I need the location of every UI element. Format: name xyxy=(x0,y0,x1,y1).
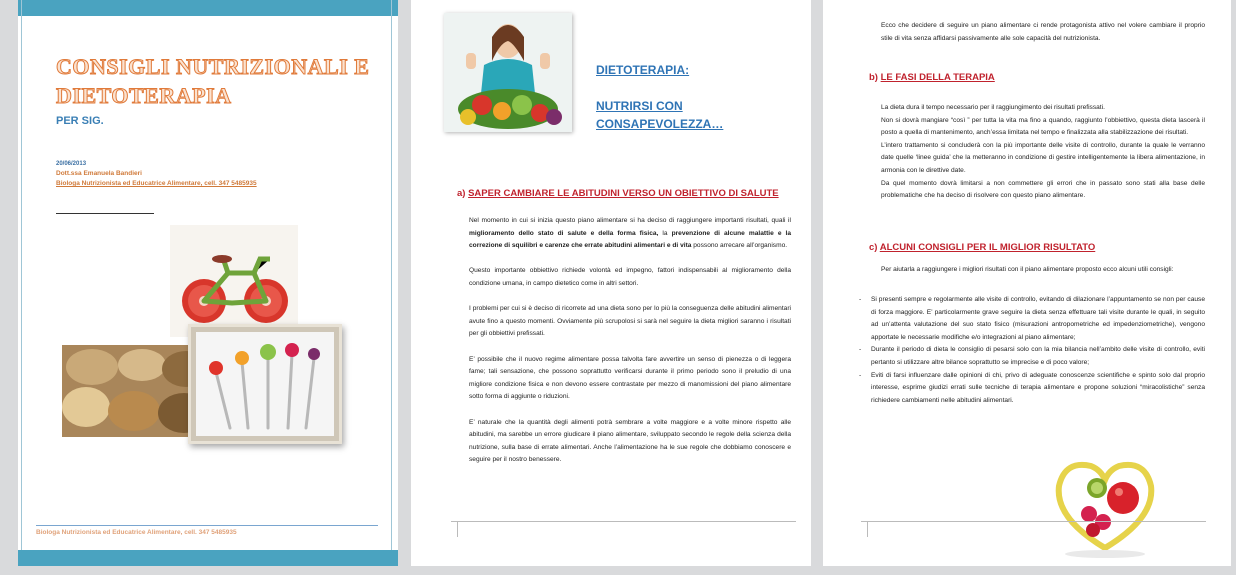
b-paragraph-4: Da quel momento dovrà limitarsi a non commettere gli errori che in passato sono stati alla base delle problematiche che ha deciso di risolvere con questo piano alimentare. xyxy=(881,179,1205,200)
section-a-letter: a) xyxy=(457,188,466,199)
advice-list xyxy=(859,294,1205,407)
intro-paragraph: Ecco che decidere di seguire un piano alimentare ci rende protagonista attivo nel volere cambiare il proprio stile di vita senza affidarsi passivamente alle sole capacità del nutrizionista. xyxy=(881,22,1205,42)
fruit-forks-image xyxy=(188,324,342,444)
page-corner-mark xyxy=(867,521,868,537)
diet-therapy-heading: DIETOTERAPIA: xyxy=(596,63,690,77)
woman-with-vegetables-image xyxy=(444,13,572,132)
advice-item-2: - Durante il periodo di dieta le consiglio di pesarsi solo con la mia bilancia nell’ambito delle visite di controllo, eviti pertanto si utilizzare altre bilance soprattutto se imprecise e di poco valore; xyxy=(859,344,1205,369)
p1-text-a: Nel momento in cui si inizia questo piano alimentare si ha deciso di raggiungere importanti risultati, quali il xyxy=(469,217,791,224)
section-a-heading xyxy=(457,188,779,199)
p1-bold-a: miglioramento dello stato di salute e della forma fisica, xyxy=(469,229,659,237)
paragraph-2: Questo importante obbiettivo richiede volontà ed impegno, fattori indispensabili al miglioramento della condizione umana, in campo dietetico come in altri settori. xyxy=(469,267,791,287)
section-c-letter: c) xyxy=(869,242,878,253)
section-a-body xyxy=(469,215,791,479)
signature-line xyxy=(56,213,154,214)
section-c-intro: Per aiutarla a raggiungere i migliori risultati con il piano alimentare proposto ecco alcuni utili consigli: xyxy=(881,266,1174,273)
cover-footer: Biologa Nutrizionista ed Educatrice Alimentare, cell. 347 5485935 xyxy=(36,529,237,536)
nourish-heading-line2: CONSAPEVOLEZZA… xyxy=(596,117,724,131)
cover-title: CONSIGLI NUTRIZIONALI E DIETOTERAPIA xyxy=(56,54,370,108)
page-corner-mark xyxy=(457,521,458,537)
b-paragraph-2: Non si dovrà mangiare “così ” per tutta la vita ma fino a quando, raggiunto l’obbiettivo, questa dieta lascerà il posto a quella di mantenimento, anch’essa limitata nel tempo e finalizzata alla stabilizzazione dei risultati. xyxy=(881,116,1205,137)
p1-text-c: la xyxy=(658,229,672,237)
nourish-heading-line1: NUTRIRSI CON xyxy=(596,99,683,113)
advice-item-3: - Eviti di farsi influenzare dalle opinioni di chi, privo di adeguate conoscenze scientifiche e spinto solo dal proprio interesse, esprime giudizi errati sulle tecniche di terapia alimentare e propone soluzioni “miracolistiche” senza richiedere cambiamenti nelle abitudini alimentari. xyxy=(859,370,1205,408)
cover-left-edge xyxy=(21,0,22,566)
p1-bold-b: prevenzione di alcune malattie e la correzione di squilibri e carenze che errate abitudini alimentari e di vita xyxy=(469,229,792,250)
section-b-letter: b) xyxy=(869,72,878,83)
section-b-heading xyxy=(869,72,995,83)
heart-fruit-measuring-tape-image xyxy=(1045,448,1165,558)
page-three xyxy=(823,0,1231,566)
cover-author xyxy=(56,169,257,189)
paragraph-4: E’ possibile che il nuovo regime alimentare possa talvolta fare avvertire un senso di pienezza o di leggera fame; tali sensazione, che possono soprattutto verificarsi durante il primo periodo sono il preludio di una migliore condizione fisica e non devono essere contrastate per mezzo di manomissioni del piano alimentare sotto forma di aggiunte o riduzioni. xyxy=(469,355,791,401)
paragraph-1 xyxy=(469,215,791,253)
paragraph-3: I problemi per cui si è deciso di ricorrete ad una dieta sono per lo più la conseguenza delle abitudini alimentari avute fino a questo momenti. Ovviamente più scrupolosi si sarà nel seguire la dieta migliori saranno i risultati per gli obbiettivi prefissati. xyxy=(469,305,791,338)
b-paragraph-1: La dieta dura il tempo necessario per il raggiungimento dei risultati prefissati. xyxy=(881,104,1105,111)
cover-page xyxy=(18,0,398,566)
page-bottom-rule xyxy=(451,521,796,522)
cover-date: 20/06/2013 xyxy=(56,161,87,167)
author-name: Dott.ssa Emanuela Bandieri xyxy=(56,170,142,177)
cover-subtitle: PER SIG. xyxy=(56,115,104,127)
paragraph-5: E’ naturale che la quantità degli alimenti potrà sembrare a volte maggiore e a volte minore rispetto alle abitudini, ma sarebbe un errore giudicare il piano alimentare, sviluppato secondo le regole della scienza della nutrizione, sulla base di errate alimentari. Anche l’alimentazione ha le sue regole che dobbiamo conoscere e seguire per il nostro benessere. xyxy=(469,418,791,464)
tomato-bicycle-image xyxy=(170,225,298,337)
cover-top-bar xyxy=(18,0,398,16)
section-a-title: SAPER CAMBIARE LE ABITUDINI VERSO UN OBIETTIVO DI SALUTE xyxy=(468,188,779,199)
advice-item-1: - Si presenti sempre e regolarmente alle visite di controllo, evitando di dilazionare l’appuntamento se non per cause di forza maggiore. E’ particolarmente grave seguire la dieta senza effettuare tali visite durante le quali, in seguito ad un’attenta valutazione del suo stato fisico (misurazioni antropometriche ed impedenziometriche), vengono apportate le necessarie modifiche e/o integrazioni al piano alimentare; xyxy=(859,294,1205,344)
b-paragraph-3: L’intero trattamento si concluderà con la più importante delle visite di controllo, durante la quale le verranno date quelle ‘linee guida’ che la metteranno in condizione di gestire intelligentemente la libera alimentazione, in armonia con le direttive date. xyxy=(881,141,1205,174)
cover-right-edge xyxy=(391,0,392,566)
page-bottom-rule xyxy=(861,521,1206,522)
cover-bottom-bar xyxy=(18,550,398,566)
nourish-heading xyxy=(596,97,723,133)
author-role: Biologa Nutrizionista ed Educatrice Alimentare, cell. 347 5485935 xyxy=(56,180,257,187)
p1-text-e: possono arrecare all’organismo. xyxy=(691,242,788,250)
footer-rule xyxy=(36,525,378,526)
section-c-heading xyxy=(869,242,1095,253)
section-c-title: ALCUNI CONSIGLI PER IL MIGLIOR RISULTATO xyxy=(879,242,1096,253)
page-two xyxy=(411,0,811,566)
section-b-title: LE FASI DELLA TERAPIA xyxy=(880,72,995,83)
legumes-image xyxy=(62,345,208,437)
section-b-body xyxy=(881,102,1205,203)
